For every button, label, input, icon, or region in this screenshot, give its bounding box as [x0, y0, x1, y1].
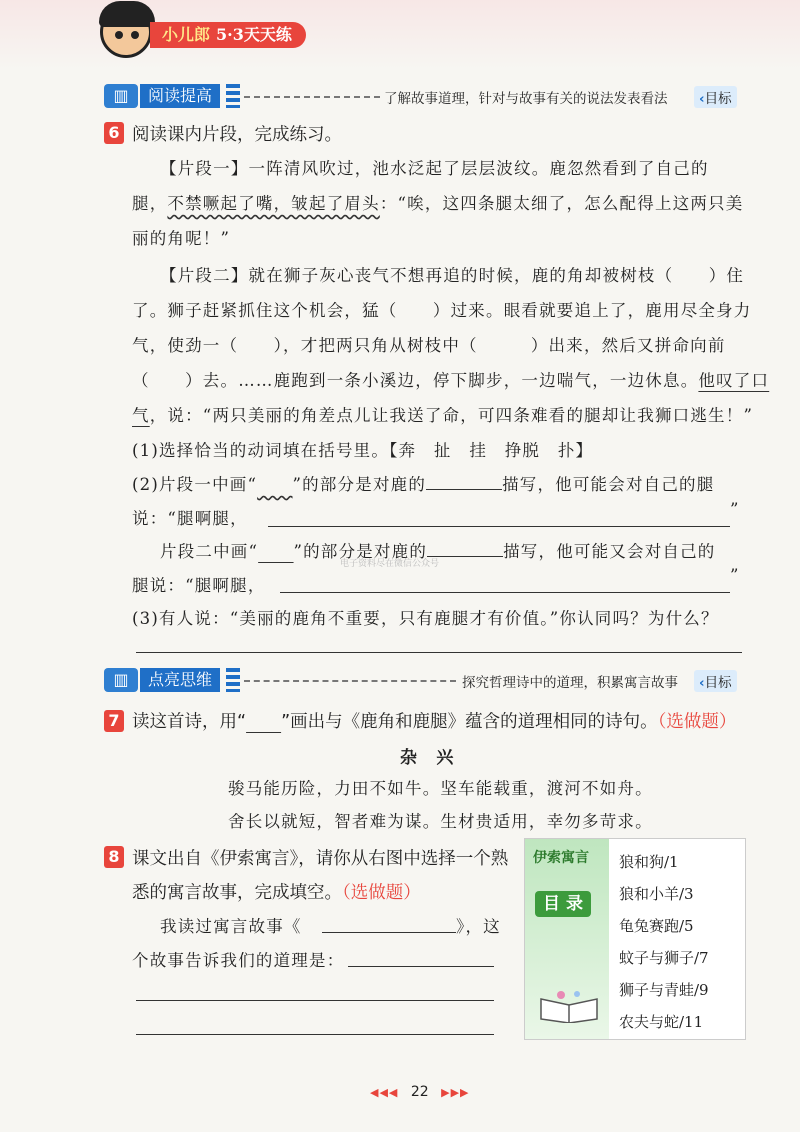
left-arrows-icon: ◀◀◀ — [370, 1086, 399, 1099]
book-icon: ▥ — [104, 668, 138, 692]
toc-heading: 目 录 — [535, 891, 591, 917]
section-stripes — [226, 84, 240, 108]
section-stripes — [226, 668, 240, 692]
chevron-left-icon: ‹ — [699, 91, 705, 107]
underlined-text: 气 — [132, 406, 150, 425]
question-prompt: 读这首诗，用“ ”画出与《鹿角和鹿腿》蕴含的道理相同的诗句。（选做题） — [132, 712, 737, 732]
poem-line: 舍长以就短，智者难为谋。生材贵适用，幸勿多苛求。 — [228, 812, 653, 831]
passage-line: （ ）去。……鹿跑到一条小溪边，停下脚步，一边喘气，一边休息。他叹了口 — [132, 371, 770, 390]
page-number: ◀◀◀ 22 ▶▶▶ — [370, 1084, 470, 1100]
toc-item: 狼和小羊/3 — [619, 885, 694, 903]
right-arrows-icon: ▶▶▶ — [441, 1086, 470, 1099]
question-prompt: 阅读课内片段，完成练习。 — [132, 125, 342, 145]
question-prompt: 悉的寓言故事，完成填空。（选做题） — [132, 883, 421, 903]
answer-prompt: 说：“腿啊腿， — [132, 509, 248, 528]
close-quote: ” — [730, 566, 740, 585]
section-title-thinking: 点亮思维 — [140, 668, 220, 692]
poem-title: 杂 兴 — [400, 748, 455, 768]
passage-line: 气，说：“两只美丽的角差点儿让我送了命，可四条难看的腿却让我狮口逃生！” — [132, 406, 754, 425]
question-number: 7 — [104, 710, 124, 732]
mascot-avatar — [100, 6, 152, 58]
toc-item: 农夫与蛇/11 — [619, 1013, 704, 1031]
passage-line: 气，使劲一（ ），才把两只角从树枝中（ ）出来，然后又拼命向前 — [132, 336, 726, 355]
section-title-reading: 阅读提高 — [140, 84, 220, 108]
passage-line: 【片段二】就在狮子灰心丧气不想再追的时候，鹿的角却被树枝（ ）住 — [160, 266, 745, 285]
passage-line: 了。狮子赶紧抓住这个机会，猛（ ）过来。眼看就要追上了，鹿用尽全身力 — [132, 301, 752, 320]
story-name-line[interactable] — [322, 932, 456, 933]
watermark-text: 电子资料尽在微信公众号 — [340, 559, 440, 569]
underlined-text: 他叹了口 — [698, 371, 770, 390]
toc-book-title: 伊索寓言 — [533, 850, 589, 866]
section-divider — [244, 680, 456, 682]
brand-badge — [150, 22, 306, 48]
answer-line[interactable] — [348, 966, 494, 967]
section-goal: 了解故事道理，针对与故事有关的说法发表看法 — [384, 91, 668, 107]
poem-line: 骏马能历险，力田不如牛。坚车能载重，渡河不如舟。 — [228, 779, 653, 798]
optional-tag: （选做题） — [342, 883, 421, 903]
answer-line[interactable] — [280, 592, 730, 593]
fill-prompt-end: 》，这 — [456, 917, 501, 936]
sub-question-2b: 片段二中画“ ”的部分是对鹿的 描写，他可能又会对自己的 — [160, 542, 716, 561]
question-prompt: 课文出自《伊索寓言》，请你从右图中选择一个熟 — [132, 849, 509, 869]
fill-prompt: 我读过寓言故事《 — [160, 917, 302, 936]
brand-logo: 小儿郎 — [162, 25, 211, 44]
table-of-contents-image — [524, 838, 746, 1040]
answer-line[interactable] — [136, 1000, 494, 1001]
passage-line: 丽的角呢！” — [132, 229, 231, 248]
passage-line: 【片段一】一阵清风吹过，池水泛起了层层波纹。鹿忽然看到了自己的 — [160, 159, 709, 178]
goal-badge: ‹目标 — [694, 86, 737, 108]
goal-badge: ‹目标 — [694, 670, 737, 692]
answer-line[interactable] — [136, 1034, 494, 1035]
wavy-underlined-text: 不禁噘起了嘴，皱起了眉头 — [167, 194, 380, 213]
optional-tag: （选做题） — [657, 712, 737, 732]
sub-question-1: (1)选择恰当的动词填在括号里。【奔 扯 挂 挣脱 扑】 — [132, 441, 594, 460]
fill-prompt: 个故事告诉我们的道理是： — [132, 951, 345, 970]
toc-item: 狮子与青蛙/9 — [619, 981, 709, 999]
sub-question-2: (2)片段一中画“ ”的部分是对鹿的 描写，他可能会对自己的腿 — [132, 475, 715, 494]
toc-item: 狼和狗/1 — [619, 853, 679, 871]
toc-item: 蚊子与狮子/7 — [619, 949, 709, 967]
close-quote: ” — [730, 500, 740, 519]
answer-line[interactable] — [136, 652, 742, 653]
question-number: 8 — [104, 846, 124, 868]
toc-item: 龟兔赛跑/5 — [619, 917, 694, 935]
answer-line[interactable] — [268, 526, 730, 527]
passage-line: 腿，不禁噘起了嘴，皱起了眉头：“唉，这四条腿太细了，怎么配得上这两只美 — [132, 194, 744, 213]
section-goal: 探究哲理诗中的道理，积累寓言故事 — [462, 675, 678, 691]
sub-question-3: (3)有人说：“美丽的鹿角不重要，只有鹿腿才有价值。”你认同吗？为什么？ — [132, 609, 719, 628]
book-icon: ▥ — [104, 84, 138, 108]
question-number: 6 — [104, 122, 124, 144]
chevron-left-icon: ‹ — [699, 675, 705, 691]
section-divider — [244, 96, 380, 98]
open-book-icon — [539, 989, 599, 1023]
brand-text: 5·3天天练 — [216, 25, 292, 44]
answer-prompt: 腿说：“腿啊腿， — [132, 576, 266, 595]
